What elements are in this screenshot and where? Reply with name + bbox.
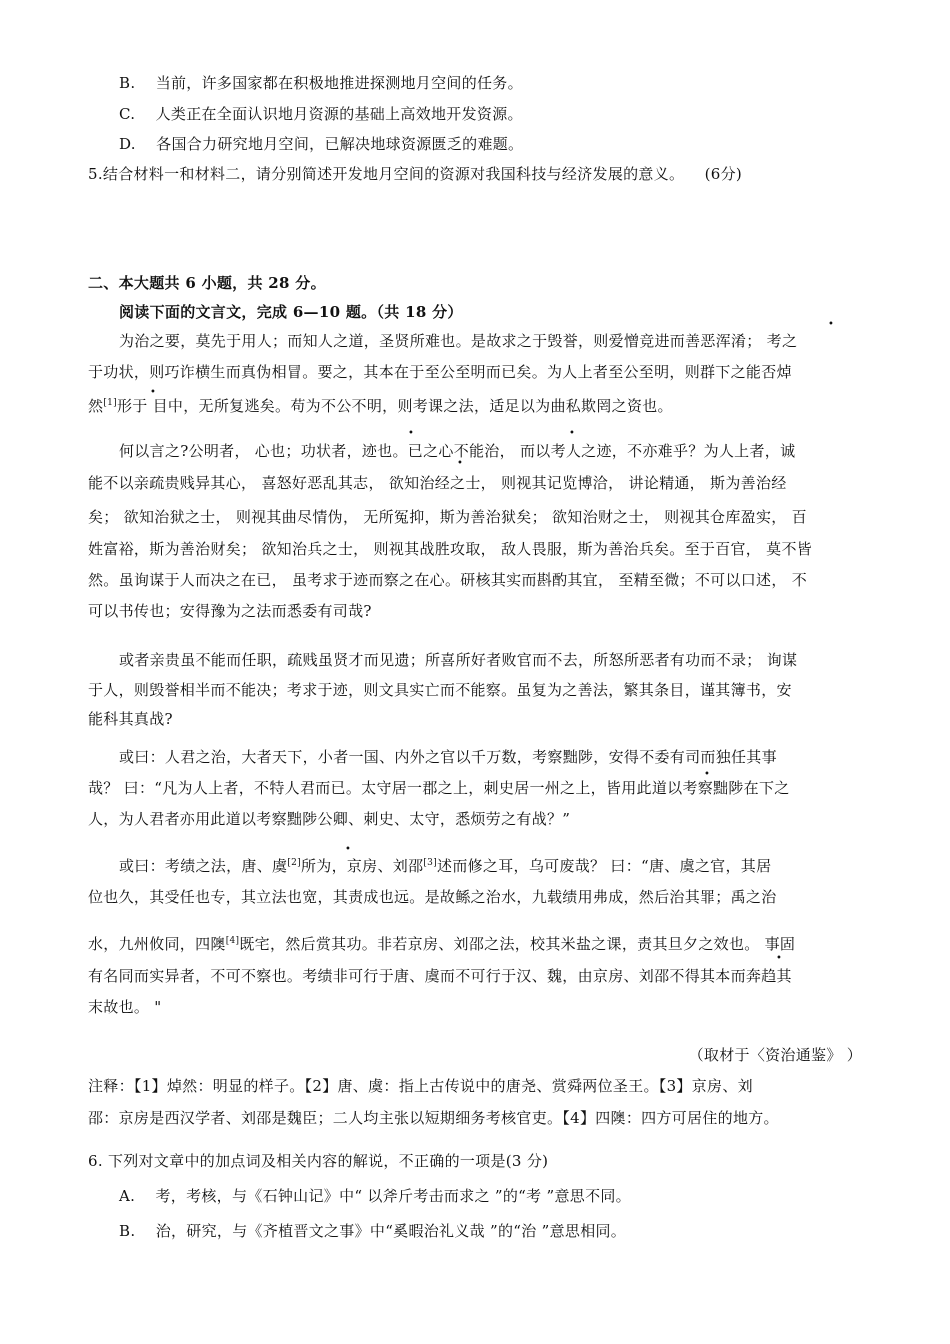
passage-p1-line1: 为治之要，莫先于用人；而知人之道，圣贤所难也。是故求之于毁誉，则爱憎竞进而善恶浑淆； 考之 (119, 332, 798, 350)
footnote-ref-1: [1] (103, 398, 117, 408)
notes-line1: 注释：【1】焯然：明显的样子。【2】唐、虞：指上古传说中的唐尧、赏舜两位圣王。【3】京房、刘 (88, 1077, 753, 1095)
passage-p5-line1: 或曰：考绩之法，唐、虞[2]所为，京房、刘邵[3]述而修之耳，乌可废哉？ 曰：“唐、虞之官，其居 (119, 857, 772, 875)
passage-p5-line4: 有名同而实异者，不可不察也。考绩非可行于唐、虞而不可行于汉、魏，由京房、刘邵不得其本而奔趋其 (88, 967, 792, 985)
emphasis-dot: • (828, 319, 835, 330)
emphasis-dot: • (408, 428, 415, 439)
notes-line2: 邵：京房是西汉学者、刘邵是魏臣；二人均主张以短期细务考核官吏。【4】四隩：四方可居住的地方。 (88, 1109, 779, 1127)
passage-p5-line2: 位也久，其受任也专，其立法也宽，其责成也远。是故鲧之治水，九载绩用弗成，然后治其罪；禹之治 (88, 888, 777, 906)
passage-p1-line2: 于功状，则巧诈横生而真伪相冒。要之，其本在于至公至明而已矣。为人上者至公至明，则群下之能否焯 (88, 363, 792, 381)
passage-p2-line4: 姓富裕，斯为善治财矣； 欲知治兵之士， 则视其战胜攻取， 敌人畏服，斯为善治兵矣。至于百官， 莫不皆 (88, 540, 813, 558)
q6-option-b: B. 治，研究，与《齐植晋文之事》中“奚暇治礼义哉 ”的“治 ”意思相同。 (119, 1222, 627, 1240)
q4-option-b: B. 当前，许多国家都在积极地推进探测地月空间的任务。 (119, 74, 523, 92)
emphasis-dot: • (150, 387, 157, 398)
passage-p2-line5: 然。虽询谋于人而决之在已， 虽考求于迹而察之在心。研核其实而斟酌其宜， 至精至微；不可以口述， 不 (88, 571, 808, 589)
emphasis-dot: • (457, 458, 464, 469)
footnote-ref-2: [2] (287, 858, 301, 868)
passage-p4-line3: 人，为人君者亦用此道以考察黜陟公卿、刺史、太守，悉烦劳之有战？” (88, 810, 571, 828)
q4-option-c: C. 人类正在全面认识地月资源的基础上高效地开发资源。 (119, 105, 523, 123)
section2-heading: 二、本大题共 6 小题，共 28 分。 (88, 274, 326, 292)
passage-p5-line5: 末故也。 " (88, 998, 162, 1016)
section2-instruction: 阅读下面的文言文，完成 6—10 题。（共 18 分） (119, 303, 463, 321)
q6-option-a: A. 考，考核，与《石钟山记》中“ 以斧斤考击而求之 ”的“考 ”意思不同。 (119, 1187, 631, 1205)
q6-stem: 6. 下列对文章中的加点词及相关内容的解说，不正确的一项是(3 分) (88, 1152, 549, 1170)
q4-option-d: D. 各国合力研究地月空间，已解决地球资源匮乏的难题。 (119, 135, 524, 153)
emphasis-dot: • (704, 769, 711, 780)
passage-p5-line3: 水，九州攸同，四隩[4]既宅，然后赏其功。非若京房、刘邵之法，校其米盐之课，责其旦夕之效也。 事固 (88, 935, 796, 953)
passage-p2-line1: 何以言之?公明者， 心也；功状者，迹也。已之心不能治， 而以考人之迹，不亦难乎？为人上者，诚 (119, 442, 796, 460)
emphasis-dot: • (345, 844, 352, 855)
passage-p2-line2: 能不以亲疏贵贱异其心， 喜怒好恶乱其志， 欲知治经之士， 则视其记览博洽， 讲论精通， 斯为善治经 (88, 474, 787, 492)
footnote-ref-4: [4] (225, 936, 240, 946)
passage-p3-line1: 或者亲贵虽不能而任职，疏贱虽贤才而见遗；所喜所好者败官而不去，所怒所恶者有功而不录； 询谋 (119, 651, 798, 669)
passage-p2-line6: 可以书传也；安得豫为之法而悉委有司哉? (88, 602, 372, 620)
q5-stem: 5.结合材料一和材料二，请分别简述开发地月空间的资源对我国科技与经济发展的意义。 (6分) (88, 165, 743, 183)
emphasis-dot: • (569, 428, 576, 439)
footnote-ref-3: [3] (423, 858, 438, 868)
emphasis-dot: • (776, 953, 783, 964)
passage-p1-line3: 然[1]形于 目中，无所复逃矣。苟为不公不明，则考课之法，适足以为曲私欺罔之资也。 (88, 397, 673, 415)
passage-p4-line1: 或曰：人君之治，大者天下，小者一国、内外之官以千万数，考察黜陟，安得不委有司而独任其事 (119, 748, 777, 766)
passage-p4-line2: 哉？ 曰：“凡为人上者，不特人君而已。太守居一郡之上，刺史居一州之上，皆用此道以考察黜陟在下之 (88, 779, 790, 797)
passage-p2-line3: 矣； 欲知治狱之士， 则视其曲尽情伪， 无所冤抑，斯为善治狱矣； 欲知治财之士， 则视其仓库盈实， 百 (88, 508, 807, 526)
passage-p3-line3: 能科其真战? (88, 710, 173, 728)
passage-p3-line2: 于人，则毁誉相半而不能决；考求于迹，则文具实亡而不能察。虽复为之善法，繁其条目，谨其簿书，安 (88, 681, 792, 699)
source-citation: （取材于〈资治通鉴》 ） (688, 1046, 862, 1064)
